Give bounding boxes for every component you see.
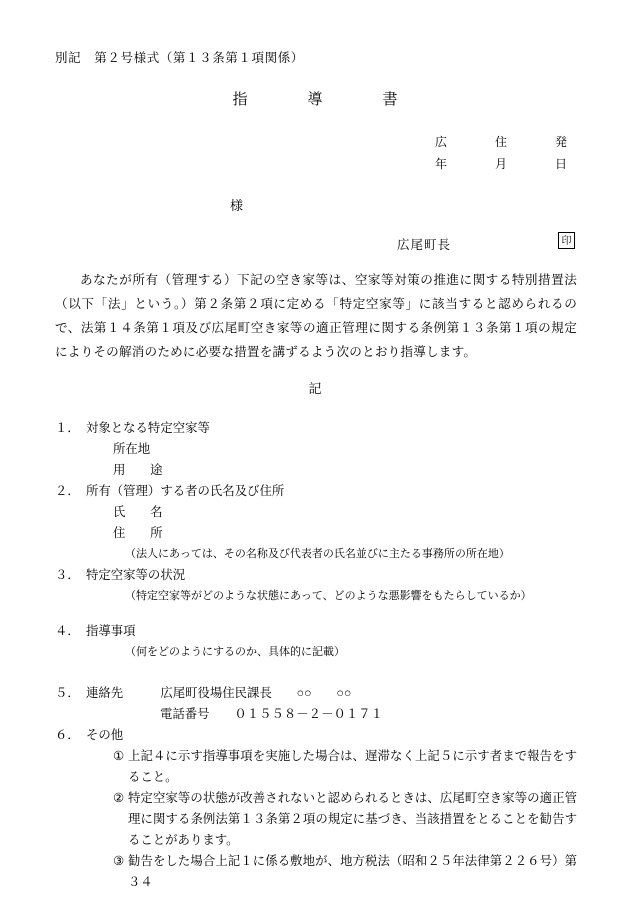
item-6-note-1 [55, 746, 577, 788]
items-list [55, 418, 577, 893]
addressee-label: 様 [230, 198, 244, 213]
item-6-note-1-marker: ① [113, 749, 125, 763]
item-1-heading [55, 418, 577, 439]
item-6-note-3 [55, 851, 577, 893]
spacer-1 [55, 607, 577, 621]
item-2-title: 所有（管理）する者の氏名及び住所 [85, 484, 285, 498]
item-1-sub-location: 所在地 [113, 442, 151, 456]
item-3-note: （特定空家等がどのような状態にあって、どのような悪影響をもたらしているか） [125, 590, 532, 602]
ki-mark: 記 [308, 381, 322, 396]
item-5-phone [55, 704, 577, 725]
item-3-heading [55, 565, 577, 586]
body-paragraph: あなたが所有（管理する）下記の空き家等は、空家等対策の推進に関する特別措置法（以下「法」という。）第２条第２項に定める「特定空家等」に該当すると認められるので、法第１４条第１項及び広尾町空き家等の適正管理に関する条例第１３条第１項の規定によりその解消のために必要な措置を講ずるよう次のとおり指導します。 [55, 273, 577, 359]
item-2 [55, 481, 577, 565]
item-4 [55, 621, 577, 663]
item-1-title: 対象となる特定空家等 [85, 421, 210, 435]
item-6-note-1-text: 上記４に示す指導事項を実施した場合は、遅滞なく上記５に示す者まで報告をすること。 [128, 749, 577, 784]
item-2-sub-address: 住 所 [113, 526, 163, 540]
page-title: 指 導 書 [232, 92, 408, 108]
item-4-number: ４． [55, 624, 74, 638]
item-4-title: 指導事項 [85, 624, 136, 638]
reference-number-line: 広 住 発 [434, 135, 575, 149]
item-6 [55, 725, 577, 893]
item-3 [55, 565, 577, 607]
item-1-sub-use: 用 途 [113, 463, 163, 477]
item-5-office: 広尾町役場住民課長 [160, 686, 272, 700]
reference-date-line: 年 月 日 [434, 157, 575, 171]
issuer-name: 広尾町長 [397, 238, 452, 252]
reference-block [435, 131, 575, 175]
item-4-note: （何をどのようにするのか、具体的に記載） [125, 646, 345, 658]
item-6-title: その他 [85, 728, 124, 742]
item-1-number: １． [55, 421, 74, 435]
item-4-heading [55, 621, 577, 642]
item-5-heading [55, 683, 577, 704]
item-2-sub-name: 氏 名 [113, 505, 163, 519]
item-6-note-2-text: 特定空家等の状態が改善されないと認められるときは、広尾町空き家等の適正管理に関する条例法第１３条第２項の規定に基づき、当該措置をとることを勧告することがあります。 [128, 791, 577, 847]
seal-stamp-icon: 印 [558, 232, 575, 249]
item-6-note-3-text: 勧告をした場合上記１に係る敷地が、地方税法（昭和２５年法律第２２６号）第３４ [128, 854, 577, 889]
item-2-note: （法人にあっては、その名称及び代表者の氏名並びに主たる事務所の所在地） [125, 548, 510, 560]
item-6-heading [55, 725, 577, 746]
item-6-note-2-marker: ② [113, 791, 125, 805]
item-2-heading [55, 481, 577, 502]
item-2-number: ２． [55, 484, 74, 498]
item-6-note-3-marker: ③ [113, 854, 125, 868]
item-5-phone-label: 電話番号 [160, 707, 210, 721]
item-5-number: ５． [55, 686, 74, 700]
item-5-person: ○○ ○○ [296, 686, 352, 700]
item-3-number: ３． [55, 568, 74, 582]
item-6-note-2 [55, 788, 577, 851]
item-1 [55, 418, 577, 481]
form-id-label: 別記 第２号様式（第１３条第１項関係） [55, 51, 304, 65]
item-5-phone-number: ０１５５８－２－０１７１ [234, 707, 384, 721]
item-3-title: 特定空家等の状況 [85, 568, 186, 582]
spacer-2 [55, 663, 577, 683]
item-5-title: 連絡先 [85, 686, 124, 700]
item-5 [55, 683, 577, 725]
item-6-number: ６． [55, 728, 74, 742]
